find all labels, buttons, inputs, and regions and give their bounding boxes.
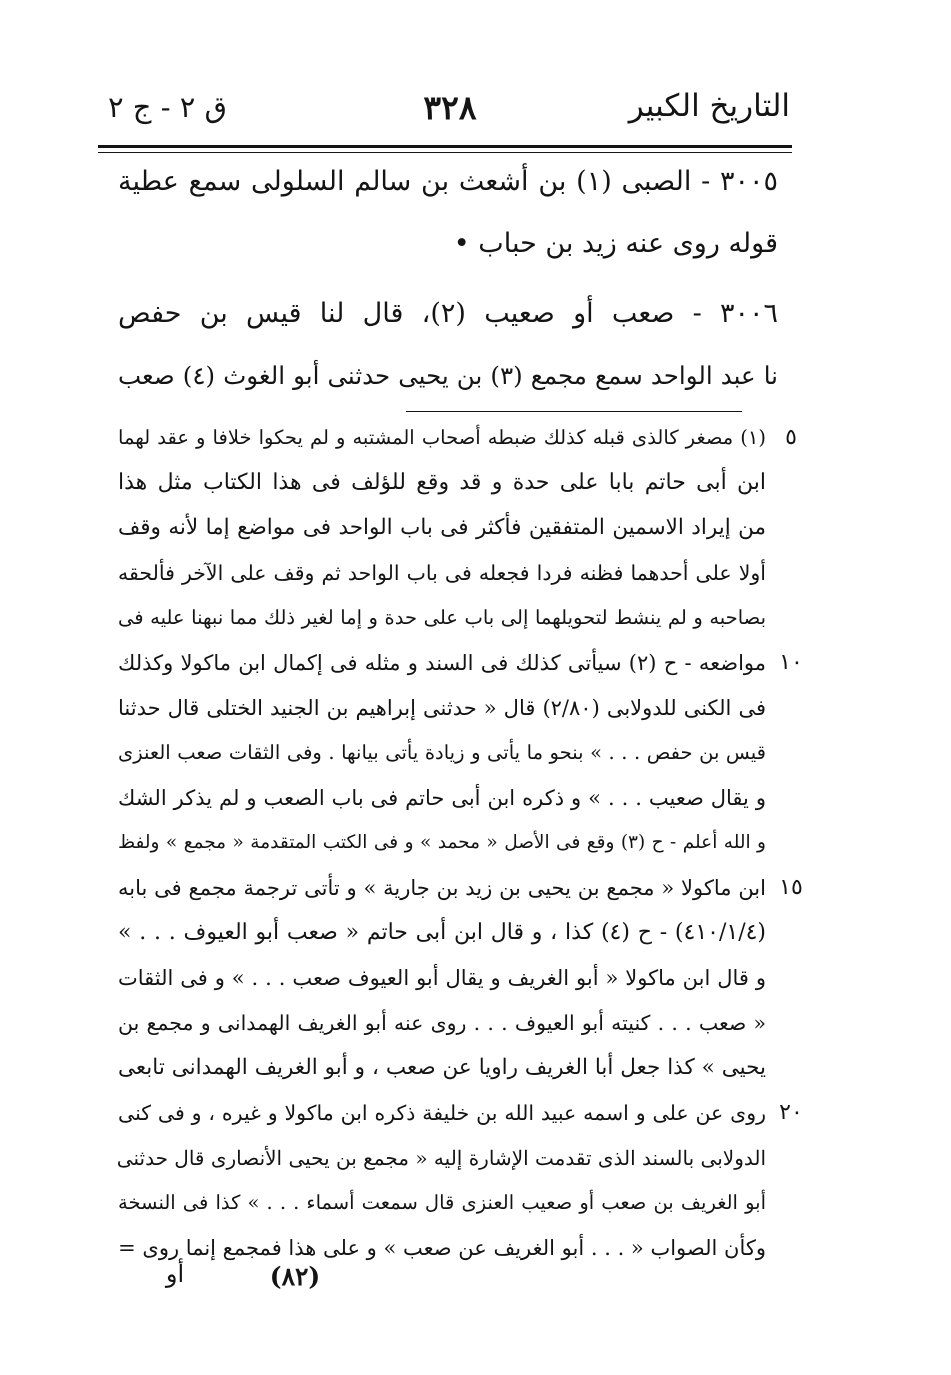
footnote-line: و الله أعلم - ح (٣) وقع فى الأصل « محمد » و فى الكتب المتقدمة « مجمع » ولفظ <box>118 832 766 853</box>
line-number: ١٠ <box>779 650 803 675</box>
footnote-line: وكأن الصواب « . . . أبو الغريف عن صعب » و على هذا فمجمع إنما روى = <box>118 1236 766 1260</box>
catchword: أو <box>165 1260 185 1288</box>
footnote-line: أولا على أحدهما فظنه فردا فجعله فى باب الواحد ثم وقف على الآخر فألحقه <box>118 561 766 585</box>
footnote-line: مواضعه - ح (٢) سيأتى كذلك فى السند و مثله فى إكمال ابن ماكولا وكذلك <box>118 651 766 675</box>
header-rule <box>98 145 792 148</box>
footnote-line: (١) مصغر كالذى قبله كذلك ضبطه أصحاب المشتبه و لم يحكوا خلافا و عقد لهما <box>118 426 766 449</box>
header-rule-thin <box>98 152 792 153</box>
running-head <box>100 88 790 138</box>
entry-line: ٣٠٠٦ - صعب أو صعيب (٢)، قال لنا قيس بن حفص <box>118 298 779 329</box>
footnote-line: يحيى » كذا جعل أبا الغريف راويا عن صعب ، و أبو الغريف الهمدانى تابعى <box>118 1055 766 1080</box>
entry-line: ٣٠٠٥ - الصبى (١) بن أشعث بن سالم السلولى سمع عطية <box>118 166 778 197</box>
footnote-line: من إيراد الاسمين المتفقين فأكثر فى باب الواحد فى مواضع إما لأنه وقف <box>118 515 766 540</box>
line-number: ٥ <box>785 425 797 450</box>
book-title: التاريخ الكبير <box>628 88 790 124</box>
footnote-line: « صعب . . . كنيته أبو العيوف . . . روى عنه أبو الغريف الهمدانى و مجمع بن <box>118 1011 766 1035</box>
part-volume: ق ٢ - ج ٢ <box>108 90 228 124</box>
entry-line: نا عبد الواحد سمع مجمع (٣) بن يحيى حدثنى أبو الغوث (٤) صعب <box>118 361 778 390</box>
line-number: ١٥ <box>779 875 803 900</box>
footnote-line: (٤١٠/١/٤) - ح (٤) كذا ، و قال ابن أبى حاتم « صعب أبو العيوف . . . » <box>118 920 767 945</box>
footnote-line: ابن ماكولا « مجمع بن يحيى بن زيد بن جارية » و تأتى ترجمة مجمع فى بابه <box>118 876 766 900</box>
footnote-line: الدولابى بالسند الذى تقدمت الإشارة إليه « مجمع بن يحيى الأنصارى قال حدثنى <box>116 1146 766 1170</box>
entry-line: قوله روى عنه زيد بن حباب • <box>453 228 778 259</box>
footnote-line: و يقال صعيب . . . » و ذكره ابن أبى حاتم فى باب الصعب و لم يذكر الشك <box>118 786 766 810</box>
footnote-line: قيس بن حفص . . . » بنحو ما يأتى و زيادة يأتى بيانها . وفى الثقات صعب العنزى <box>118 741 766 764</box>
page-number: ٣٢٨ <box>423 88 477 127</box>
footnote-line: بصاحبه و لم ينشط لتحويلهما إلى باب على حدة و إما لغير ذلك مما نبهنا عليه فى <box>118 606 766 629</box>
footnote-line: فى الكنى للدولابى (٢/٨٠) قال « حدثنى إبراهيم بن الجنيد الختلى قال حدثنا <box>118 696 766 720</box>
footnote-line: ابن أبى حاتم بابا على حدة و قد وقع للؤلف فى هذا الكتاب مثل هذا <box>118 470 766 495</box>
line-number: ٢٠ <box>779 1100 803 1125</box>
footnote-line: و قال ابن ماكولا « أبو الغريف و يقال أبو العيوف صعب . . . » و فى الثقات <box>118 966 766 990</box>
signature-mark: (٨٢) <box>269 1262 321 1291</box>
footnote-separator <box>406 411 742 412</box>
footnote-line: روى عن على و اسمه عبيد الله بن خليفة ذكره ابن ماكولا و غيره ، و فى كنى <box>118 1101 766 1125</box>
footnote-line: أبو الغريف بن صعب أو صعيب العنزى قال سمعت أسماء . . . » كذا فى النسخة <box>118 1191 766 1214</box>
